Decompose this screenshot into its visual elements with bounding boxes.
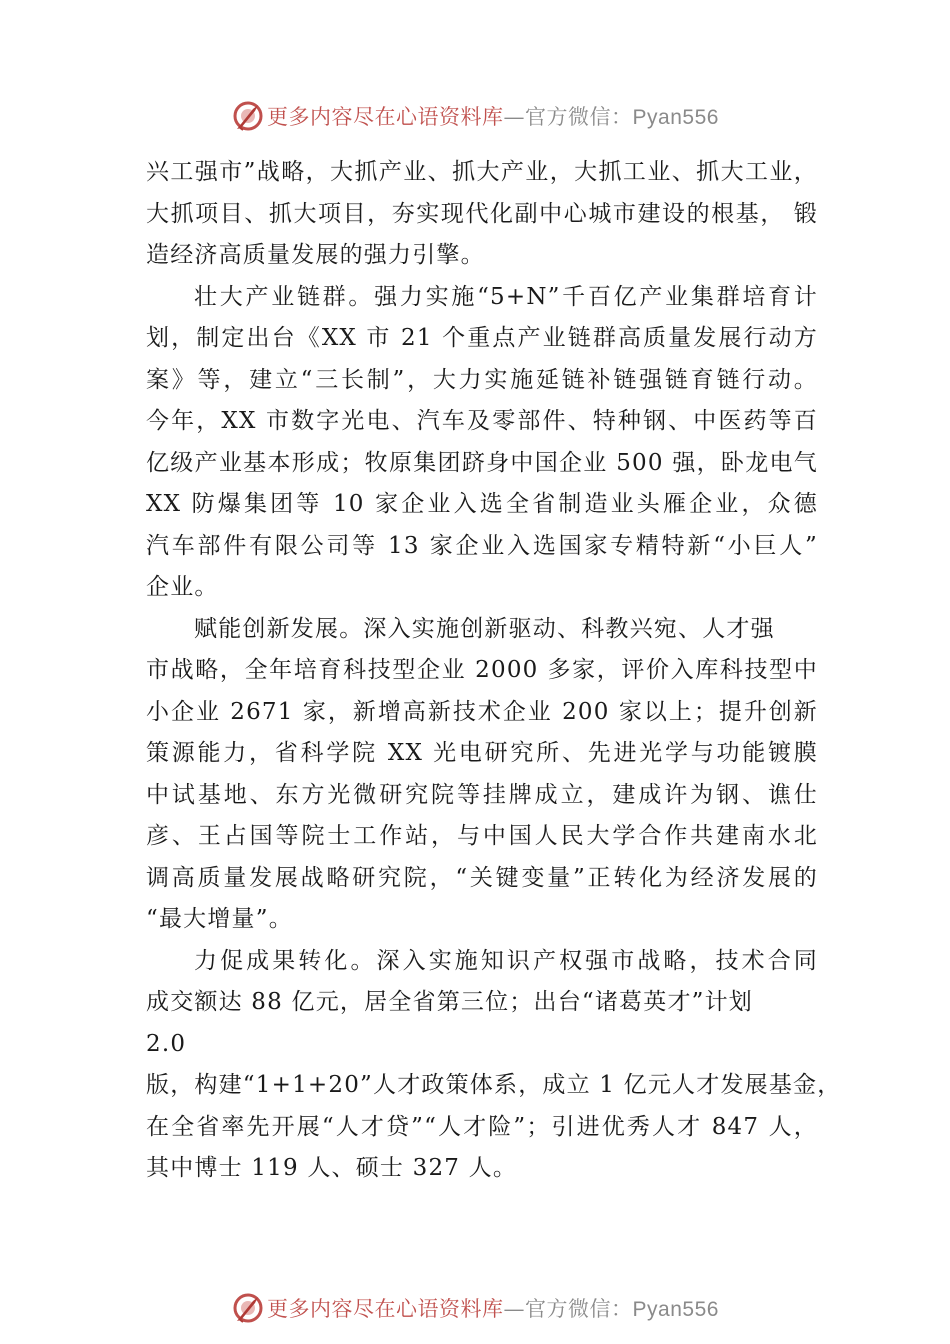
- body-text: [146, 152, 842, 1190]
- footer-official-label: 官方微信：: [525, 1297, 633, 1321]
- text-line: 企业。: [146, 574, 219, 600]
- text-line: 兴工强市”战略，大抓产业、抓大产业，大抓工业、抓大工业，: [146, 159, 818, 185]
- text-line: 汽车部件有限公司等 13 家企业入选国家专精特新“小巨人”: [146, 532, 818, 559]
- text-line: 市战略，全年培育科技型企业 2000 多家，评价入库科技型中: [146, 657, 818, 683]
- text-line: 在全省率先开展“人才贷”“人才险”；引进优秀人才 847 人，: [146, 1113, 818, 1140]
- text-line: 中试基地、东方光微研究院等挂牌成立，建成许为钢、谯仕: [146, 781, 818, 808]
- paragraph-heading-line: 力促成果转化。深入实施知识产权强市战略，技术合同: [194, 947, 818, 974]
- footer-banner: [0, 1288, 950, 1328]
- text-line: XX 防爆集团等 10 家企业入选全省制造业头雁企业，众德: [146, 491, 818, 517]
- text-line: 大抓项目、抓大项目，夯实现代化副中心城市建设的根基， 锻: [146, 200, 818, 227]
- text-line: 调高质量发展战略研究院，“关键变量”正转化为经济发展的: [146, 864, 818, 891]
- header-official-label: 官方微信：: [525, 105, 633, 129]
- text-line: “最大增量”。: [146, 906, 293, 932]
- text-line: 划，制定出台《XX 市 21 个重点产业链群高质量发展行动方: [146, 325, 818, 351]
- quill-logo-icon: [231, 1291, 265, 1325]
- quill-logo-icon: [231, 99, 265, 133]
- text-line: 小企业 2671 家，新增高新技术企业 200 家以上；提升创新: [146, 698, 818, 725]
- text-line: 彦、王占国等院士工作站，与中国人民大学合作共建南水北: [146, 823, 818, 849]
- text-line: 造经济高质量发展的强力引擎。: [146, 242, 485, 268]
- footer-dash: —: [503, 1297, 526, 1321]
- header-brand: 更多内容尽在心语资料库: [267, 105, 504, 129]
- footer-banner-text: [267, 1293, 719, 1323]
- text-line: 成交额达 88 亿元，居全省第三位；出台“诸葛英才”计划: [146, 989, 754, 1015]
- paragraph-heading-line: 壮大产业链群。强力实施“5+N”千百亿产业集群培育计: [194, 283, 818, 310]
- header-banner-text: [267, 101, 719, 131]
- text-line: 亿级产业基本形成；牧原集团跻身中国企业 500 强，卧龙电气: [146, 449, 818, 476]
- text-line: 其中博士 119 人、硕士 327 人。: [146, 1155, 518, 1181]
- text-line: 策源能力，省科学院 XX 光电研究所、先进光学与功能镀膜: [146, 740, 818, 766]
- text-line: 今年，XX 市数字光电、汽车及零部件、特种钢、中医药等百: [146, 408, 818, 434]
- header-wechat-id: Pyan556: [632, 106, 719, 129]
- paragraph-heading-line: 赋能创新发展。深入实施创新驱动、科教兴宛、人才强: [194, 615, 775, 642]
- header-dash: —: [503, 105, 526, 129]
- footer-brand: 更多内容尽在心语资料库: [267, 1297, 504, 1321]
- footer-wechat-id: Pyan556: [632, 1298, 719, 1321]
- text-line: 案》等，建立“三长制”，大力实施延链补链强链育链行动。: [146, 366, 818, 393]
- text-line: 2.0: [146, 1030, 187, 1057]
- header-banner: [0, 96, 950, 136]
- text-line: 版，构建“1+1+20”人才政策体系，成立 1 亿元人才发展基金，: [146, 1072, 842, 1098]
